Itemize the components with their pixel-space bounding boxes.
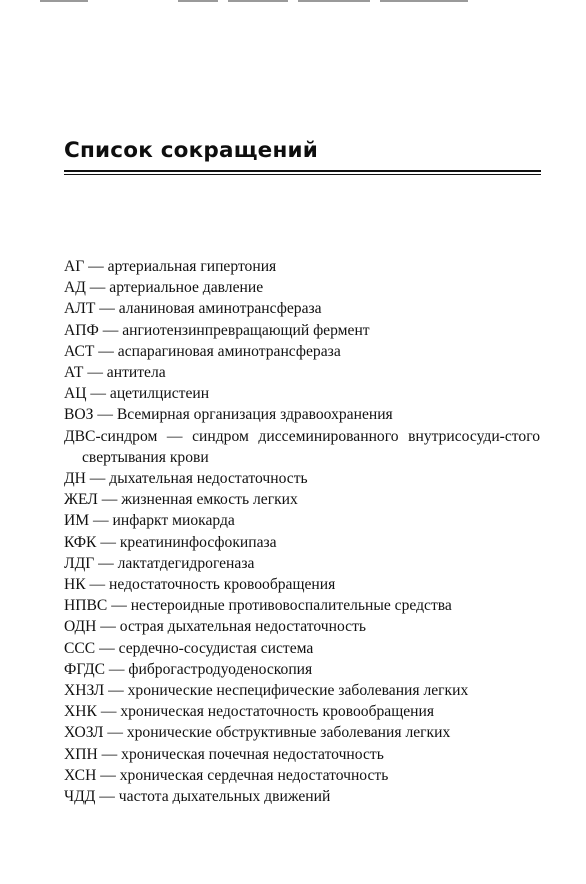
- abbreviation-item: ДН — дыхательная недостаточность: [64, 470, 308, 488]
- abbreviation-item: ЧДД — частота дыхательных движений: [64, 788, 331, 806]
- abbreviation-item: ОДН — острая дыхательная недостаточность: [64, 618, 367, 636]
- abbreviation-item: АД — артериальное давление: [64, 279, 264, 297]
- abbreviation-item: ИМ — инфаркт миокарда: [64, 512, 235, 530]
- abbreviation-item: АЛТ — аланиновая аминотрансфераза: [64, 300, 322, 318]
- abbreviation-item: ХСН — хроническая сердечная недостаточность: [64, 766, 389, 784]
- abbreviation-item: ХНЗЛ — хронические неспецифические заболевания легких: [64, 682, 469, 700]
- title-underline-thick: [64, 170, 541, 172]
- top-edge-rule: [40, 0, 88, 2]
- abbreviation-item: ХПН — хроническая почечная недостаточность: [64, 745, 384, 763]
- abbreviation-item: АЦ — ацетилцистеин: [64, 385, 210, 403]
- abbreviation-item: ССС — сердечно-сосудистая система: [64, 639, 314, 657]
- abbreviation-item: ЖЕЛ — жизненная емкость легких: [64, 491, 298, 509]
- abbreviation-item: АТ — антитела: [64, 364, 166, 382]
- page-title: Список сокращений: [64, 138, 319, 163]
- abbreviation-item: ХНК — хроническая недостаточность кровообращения: [64, 703, 435, 721]
- abbreviation-item: АПФ — ангиотензинпревращающий фермент: [64, 321, 370, 339]
- abbreviation-item: ЛДГ — лактатдегидрогеназа: [64, 554, 255, 572]
- title-underline-thin: [64, 174, 541, 175]
- abbreviation-item: ФГДС — фиброгастродуоденоскопия: [64, 660, 313, 678]
- abbreviation-item: НПВС — нестероидные противовоспалительные средства: [64, 597, 452, 615]
- abbreviation-item: КФК — креатининфосфокипаза: [64, 533, 277, 551]
- abbreviation-item: НК — недостаточность кровообращения: [64, 576, 336, 594]
- abbreviation-item: ДВС-синдром — синдром диссеминированного внутрисосуди-стого свертывания крови: [64, 427, 540, 466]
- top-edge-rule: [178, 0, 218, 2]
- abbreviation-item: АГ — артериальная гипертония: [64, 258, 277, 275]
- top-edge-rule: [228, 0, 288, 2]
- top-edge-rule: [298, 0, 370, 2]
- abbreviation-list: [64, 256, 540, 807]
- top-edge-rule: [380, 0, 468, 2]
- abbreviation-item: ХОЗЛ — хронические обструктивные заболевания легких: [64, 724, 451, 742]
- abbreviation-item: ВОЗ — Всемирная организация здравоохранения: [64, 406, 393, 424]
- abbreviation-item: АСТ — аспарагиновая аминотрансфераза: [64, 342, 341, 360]
